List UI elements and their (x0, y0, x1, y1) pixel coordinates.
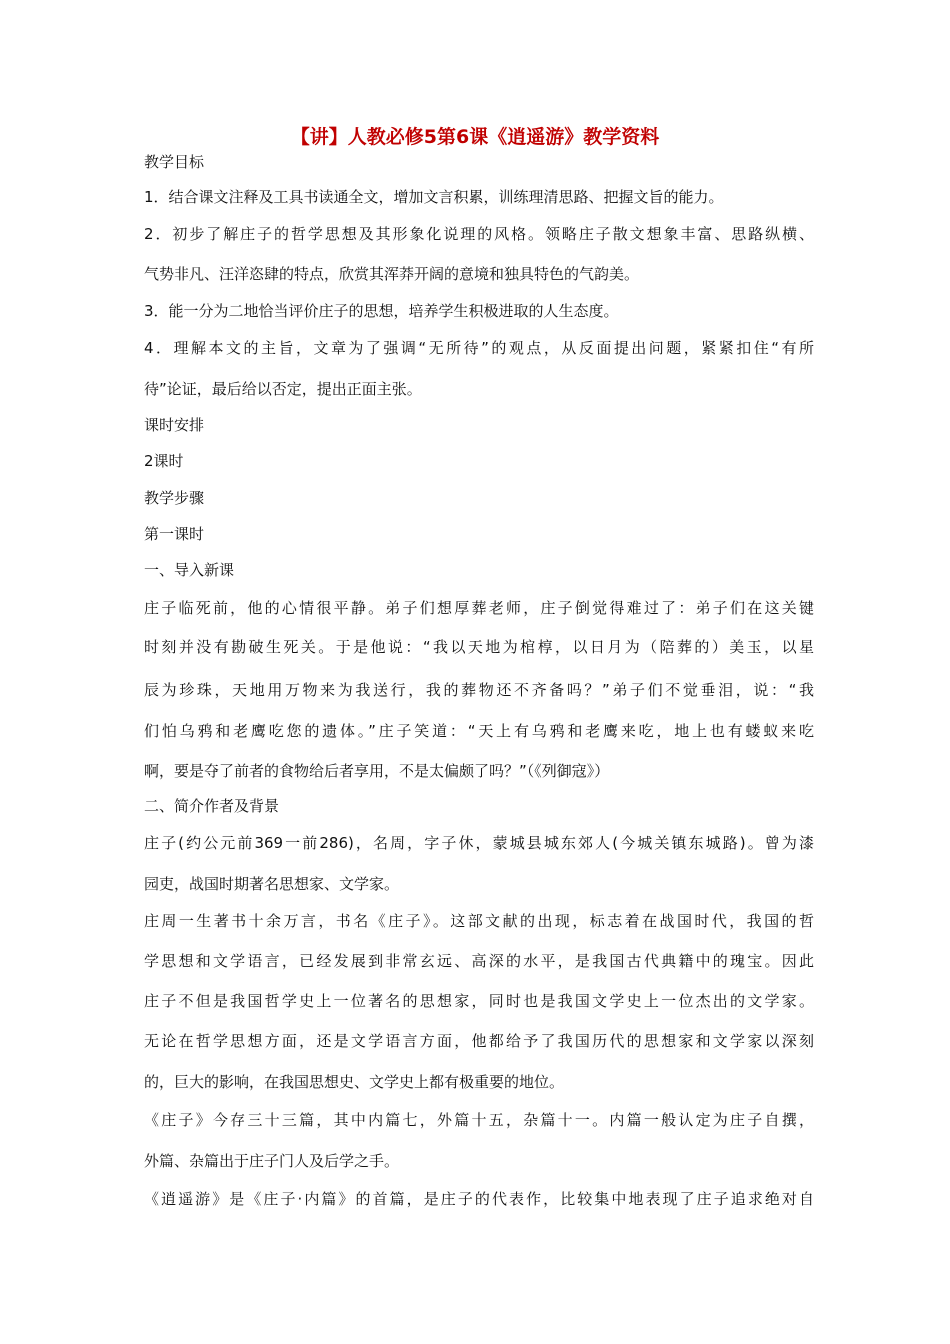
paragraph-line: 庄子不但是我国哲学史上一位著名的思想家，同时也是我国文学史上一位杰出的文学家。 (144, 992, 814, 1010)
section-heading-intro: 一、导入新课 (144, 561, 235, 579)
section-heading-objectives: 教学目标 (144, 153, 205, 171)
paragraph-line: 3．能一分为二地恰当评价庄子的思想，培养学生积极进取的人生态度。 (144, 302, 619, 320)
paragraph-line: 《庄子》今存三十三篇，其中内篇七，外篇十五，杂篇十一。内篇一般认定为庄子自撰， (144, 1111, 814, 1129)
paragraph-line: 园吏，战国时期著名思想家、文学家。 (144, 875, 400, 893)
paragraph-line: 庄子临死前，他的心情很平静。弟子们想厚葬老师，庄子倒觉得难过了：弟子们在这关键 (144, 599, 814, 617)
paragraph-line: 《逍遥游》是《庄子·内篇》的首篇，是庄子的代表作，比较集中地表现了庄子追求绝对自 (144, 1190, 814, 1208)
paragraph-line: 待”论证，最后给以否定，提出正面主张。 (144, 380, 422, 398)
document-title: 【讲】人教必修5第6课《逍遥游》教学资料 (290, 126, 660, 148)
section-heading-author: 二、简介作者及背景 (144, 797, 280, 815)
paragraph-line: 2．初步了解庄子的哲学思想及其形象化说理的风格。领略庄子散文想象丰富、思路纵横、 (144, 225, 814, 243)
paragraph-line: 庄周一生著书十余万言，书名《庄子》。这部文献的出现，标志着在战国时代，我国的哲 (144, 912, 814, 930)
paragraph-line: 2课时 (144, 452, 184, 470)
paragraph-line: 辰为珍珠，天地用万物来为我送行，我的葬物还不齐备吗？”弟子们不觉垂泪，说：“我 (144, 681, 814, 699)
paragraph-line: 时刻并没有勘破生死关。于是他说：“我以天地为棺椁，以日月为（陪葬的）美玉，以星 (144, 638, 814, 656)
paragraph-line: 学思想和文学语言，已经发展到非常玄远、高深的水平，是我国古代典籍中的瑰宝。因此 (144, 952, 814, 970)
section-heading-first-period: 第一课时 (144, 525, 205, 543)
paragraph-line: 4．理解本文的主旨，文章为了强调“无所待”的观点，从反面提出问题，紧紧扣住“有所 (144, 339, 814, 357)
section-heading-schedule: 课时安排 (144, 416, 205, 434)
section-heading-steps: 教学步骤 (144, 489, 205, 507)
paragraph-line: 1．结合课文注释及工具书读通全文，增加文言积累，训练理清思路、把握文旨的能力。 (144, 188, 724, 206)
paragraph-line: 们怕乌鸦和老鹰吃您的遗体。”庄子笑道：“天上有乌鸦和老鹰来吃，地上也有蝼蚁来吃 (144, 722, 814, 740)
paragraph-line: 无论在哲学思想方面，还是文学语言方面，他都给予了我国历代的思想家和文学家以深刻 (144, 1032, 814, 1050)
paragraph-line: 气势非凡、汪洋恣肆的特点，欣赏其浑莽开阔的意境和独具特色的气韵美。 (144, 265, 640, 283)
paragraph-line: 庄子(约公元前369一前286)，名周，字子休，蒙城县城东郊人(今城关镇东城路)。曾为漆 (144, 834, 814, 852)
paragraph-line: 啊，要是夺了前者的食物给后者享用，不是太偏颇了吗？”（《列御寇》） (144, 762, 610, 780)
paragraph-line: 的，巨大的影响，在我国思想史、文学史上都有极重要的地位。 (144, 1073, 565, 1091)
paragraph-line: 外篇、杂篇出于庄子门人及后学之手。 (144, 1152, 400, 1170)
